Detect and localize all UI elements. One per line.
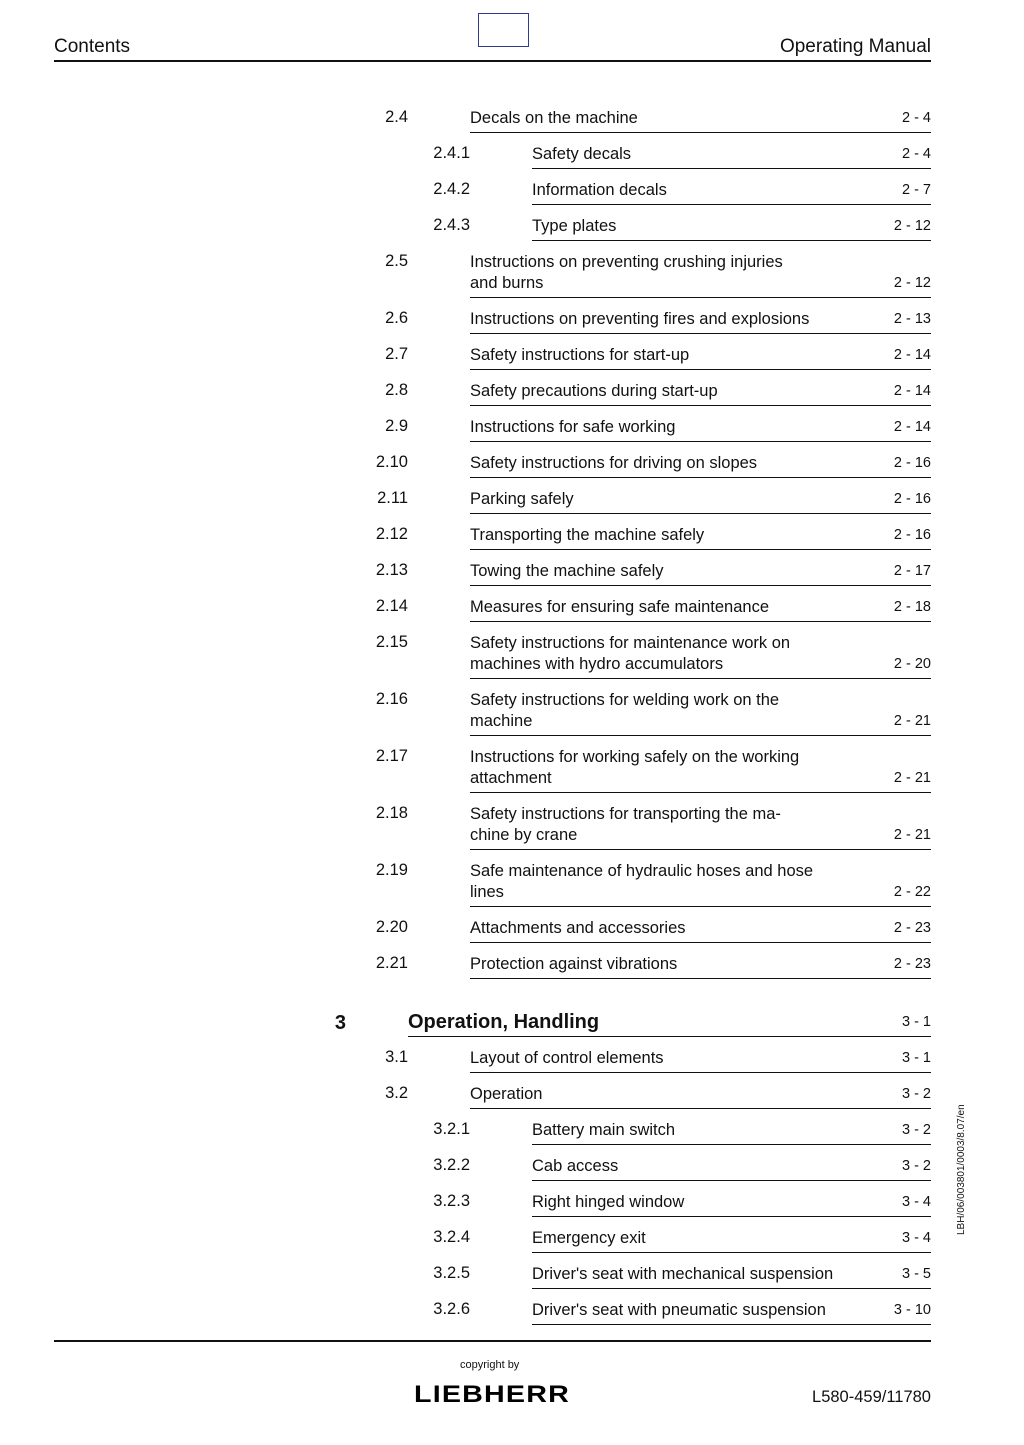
toc-subsection-entry[interactable] [0, 1192, 931, 1228]
toc-entry-page: 3 - 1 [901, 1050, 931, 1066]
toc-entry-underline [470, 942, 931, 943]
toc-section-entry[interactable] [0, 804, 931, 861]
toc-title-line: Protection against vibrations [470, 955, 678, 973]
toc-title-line: Right hinged window [532, 1193, 685, 1211]
toc-entry-page: 2 - 14 [893, 347, 931, 363]
toc-entry-number: 2.19 [375, 861, 408, 879]
toc-entry-number: 3.2.6 [433, 1300, 470, 1318]
toc-entry-title [470, 954, 677, 975]
toc-section-entry[interactable] [0, 489, 931, 525]
toc-entry-title [470, 1048, 664, 1069]
toc-entry-page: 2 - 7 [901, 182, 931, 198]
toc-entry-title [532, 216, 616, 237]
toc-entry-underline [470, 849, 931, 850]
toc-entry-number: 2.16 [375, 690, 408, 708]
toc-entry-underline [532, 1288, 931, 1289]
toc-entry-title [532, 144, 631, 165]
toc-section-entry[interactable] [0, 453, 931, 489]
toc-title-line: Driver's seat with mechanical suspension [532, 1265, 834, 1283]
toc-title-line: Cab access [532, 1157, 619, 1175]
toc-title-line: machines with hydro accumulators [470, 655, 724, 673]
toc-entry-number: 2.7 [385, 345, 408, 363]
toc-entry-title [470, 525, 704, 546]
toc-entry-title [532, 1192, 684, 1213]
toc-entry-underline [470, 405, 931, 406]
toc-section-entry[interactable] [0, 1048, 931, 1084]
toc-entry-title [470, 417, 675, 438]
toc-entry-page: 3 - 4 [901, 1230, 931, 1246]
toc-entry-underline [408, 1036, 931, 1037]
footer-rule [54, 1340, 931, 1342]
toc-entry-page: 3 - 5 [901, 1266, 931, 1282]
toc-entry-underline [470, 297, 931, 298]
toc-entry-underline [470, 441, 931, 442]
toc-title-line: Safe maintenance of hydraulic hoses and hose [470, 862, 814, 880]
toc-entry-page: 2 - 13 [893, 311, 931, 327]
toc-title-line: Safety decals [532, 145, 632, 163]
toc-title-line: Instructions on preventing fires and explosions [470, 310, 810, 328]
toc-entry-title [470, 918, 686, 939]
toc-entry-title [532, 1264, 833, 1285]
toc-subsection-entry[interactable] [0, 180, 931, 216]
toc-section-entry[interactable] [0, 561, 931, 597]
toc-entry-page: 3 - 2 [901, 1158, 931, 1174]
toc-title-line: attachment [470, 769, 552, 787]
toc-section-entry[interactable] [0, 525, 931, 561]
toc-entry-underline [470, 621, 931, 622]
toc-entry-number: 3.1 [385, 1048, 408, 1066]
toc-section-entry[interactable] [0, 381, 931, 417]
toc-entry-page: 2 - 16 [893, 527, 931, 543]
toc-section-entry[interactable] [0, 345, 931, 381]
toc-title-line: chine by crane [470, 826, 578, 844]
toc-title-line: Parking safely [470, 490, 574, 508]
toc-entry-page: 2 - 4 [901, 110, 931, 126]
toc-entry-underline [470, 369, 931, 370]
toc-entry-number: 2.12 [375, 525, 408, 543]
toc-entry-underline [470, 735, 931, 736]
toc-title-line: Transporting the machine safely [470, 526, 705, 544]
toc-entry-underline [532, 1252, 931, 1253]
toc-title-line: Operation, Handling [408, 1011, 600, 1033]
liebherr-logo [412, 1381, 572, 1405]
toc-entry-page: 2 - 16 [893, 455, 931, 471]
toc-entry-number: 2.20 [375, 918, 408, 936]
toc-entry-title [470, 690, 779, 732]
toc-entry-page: 2 - 12 [893, 275, 931, 291]
toc-entry-number: 2.4.2 [433, 180, 470, 198]
toc-title-line: Safety instructions for maintenance work on [470, 634, 791, 652]
toc-title-line: Information decals [532, 181, 667, 199]
toc-section-entry[interactable] [0, 690, 931, 747]
toc-entry-number: 2.5 [385, 252, 408, 270]
toc-entry-underline [470, 333, 931, 334]
toc-subsection-entry[interactable] [0, 1228, 931, 1264]
toc-entry-page: 2 - 16 [893, 491, 931, 507]
toc-entry-title [470, 489, 574, 510]
toc-title-line: Measures for ensuring safe maintenance [470, 598, 769, 616]
toc-entry-number: 2.21 [375, 954, 408, 972]
toc-entry-page: 2 - 21 [893, 770, 931, 786]
toc-entry-number: 2.13 [375, 561, 408, 579]
toc-entry-number: 3.2.2 [433, 1156, 470, 1174]
toc-entry-page: 2 - 20 [893, 656, 931, 672]
toc-entry-number: 2.6 [385, 309, 408, 327]
toc-entry-number: 2.10 [375, 453, 408, 471]
toc-section-entry[interactable] [0, 918, 931, 954]
toc-entry-number: 2.18 [375, 804, 408, 822]
toc-entry-number: 3.2.4 [433, 1228, 470, 1246]
toc-entry-underline [470, 477, 931, 478]
toc-title-line: Attachments and accessories [470, 919, 686, 937]
toc-entry-underline [470, 906, 931, 907]
toc-title-line: Type plates [532, 217, 617, 235]
toc-entry-page: 2 - 21 [893, 713, 931, 729]
toc-entry-underline [532, 240, 931, 241]
toc-entry-title [532, 180, 667, 201]
toc-entry-title [470, 345, 689, 366]
toc-subsection-entry[interactable] [0, 1300, 931, 1336]
toc-title-line: Battery main switch [532, 1121, 676, 1139]
toc-entry-title [470, 747, 799, 789]
toc-entry-title [470, 633, 790, 675]
toc-entry-title [532, 1156, 618, 1177]
toc-title-line: Layout of control elements [470, 1049, 664, 1067]
toc-entry-page: 3 - 1 [901, 1014, 931, 1030]
toc-entry-page: 3 - 4 [901, 1194, 931, 1210]
toc-entry-number: 2.9 [385, 417, 408, 435]
toc-entry-title [470, 453, 757, 474]
document-code-vertical: LBH/06/003801/0003/8.07/en [956, 1104, 967, 1235]
toc-title-line: machine [470, 712, 533, 730]
toc-entry-title [470, 252, 783, 294]
toc-entry-page: 2 - 21 [893, 827, 931, 843]
toc-entry-title [408, 1012, 599, 1033]
toc-entry-underline [532, 1144, 931, 1145]
toc-entry-number: 3 [334, 1012, 346, 1034]
toc-entry-underline [532, 204, 931, 205]
toc-section-entry[interactable] [0, 861, 931, 918]
toc-section-entry[interactable] [0, 417, 931, 453]
toc-section-entry[interactable] [0, 747, 931, 804]
toc-title-line: Instructions on preventing crushing injuries [470, 253, 783, 271]
toc-title-line: Safety instructions for transporting the ma- [470, 805, 781, 823]
toc-subsection-entry[interactable] [0, 1156, 931, 1192]
toc-section-entry[interactable] [0, 1084, 931, 1120]
toc-entry-page: 2 - 4 [901, 146, 931, 162]
toc-section-entry[interactable] [0, 309, 931, 345]
toc-section-entry[interactable] [0, 252, 931, 309]
toc-entry-number: 2.17 [375, 747, 408, 765]
toc-entry-title [470, 108, 638, 129]
toc-entry-underline [532, 1216, 931, 1217]
toc-entry-title [532, 1228, 646, 1249]
toc-title-line: Decals on the machine [470, 109, 638, 127]
toc-entry-underline [470, 1072, 931, 1073]
toc-title-line: Towing the machine safely [470, 562, 664, 580]
toc-entry-number: 3.2.1 [433, 1120, 470, 1138]
toc-entry-number: 2.4.3 [433, 216, 470, 234]
toc-entry-underline [470, 585, 931, 586]
document-number: L580-459/11780 [812, 1388, 931, 1406]
toc-entry-underline [470, 678, 931, 679]
toc-title-line: Safety instructions for welding work on the [470, 691, 780, 709]
toc-entry-underline [532, 168, 931, 169]
toc-entry-underline [470, 513, 931, 514]
toc-entry-page: 2 - 12 [893, 218, 931, 234]
toc-section-entry[interactable] [0, 954, 931, 990]
toc-title-line: Instructions for safe working [470, 418, 676, 436]
toc-title-line: Safety precautions during start-up [470, 382, 718, 400]
toc-entry-title [532, 1120, 675, 1141]
toc-entry-number: 2.11 [377, 489, 408, 507]
toc-entry-title [470, 1084, 542, 1105]
header-manual-title: Operating Manual [779, 36, 931, 57]
toc-title-line: and burns [470, 274, 544, 292]
toc-entry-number: 3.2 [385, 1084, 408, 1102]
toc-entry-underline [470, 1108, 931, 1109]
toc-title-line: Instructions for working safely on the working [470, 748, 800, 766]
header-rule [54, 60, 931, 62]
toc-entry-page: 2 - 23 [893, 956, 931, 972]
toc-entry-title [470, 861, 813, 903]
toc-title-line: lines [470, 883, 504, 901]
toc-subsection-entry[interactable] [0, 1264, 931, 1300]
toc-title-line: Safety instructions for driving on slopes [470, 454, 758, 472]
svg-text:LIEBHERR: LIEBHERR [414, 1381, 570, 1405]
copyright-label: copyright by [460, 1359, 520, 1371]
toc-entry-page: 3 - 10 [893, 1302, 931, 1318]
toc-entry-number: 2.8 [385, 381, 408, 399]
toc-entry-title [470, 597, 769, 618]
toc-entry-underline [532, 1324, 931, 1325]
toc-entry-title [470, 309, 809, 330]
toc-entry-title [470, 804, 781, 846]
toc-entry-number: 3.2.3 [433, 1192, 470, 1210]
toc-entry-number: 2.15 [375, 633, 408, 651]
toc-entry-underline [532, 1180, 931, 1181]
toc-entry-underline [470, 132, 931, 133]
toc-entry-title [532, 1300, 826, 1321]
toc-entry-number: 2.4 [385, 108, 408, 126]
header-frame-box [478, 13, 529, 47]
toc-entry-underline [470, 792, 931, 793]
toc-entry-title [470, 381, 718, 402]
toc-subsection-entry[interactable] [0, 1120, 931, 1156]
toc-entry-title [470, 561, 664, 582]
toc-entry-page: 3 - 2 [901, 1086, 931, 1102]
toc-entry-number: 2.14 [375, 597, 408, 615]
toc-section-entry[interactable] [0, 597, 931, 633]
toc-title-line: Operation [470, 1085, 543, 1103]
toc-entry-page: 2 - 23 [893, 920, 931, 936]
toc-entry-number: 2.4.1 [433, 144, 470, 162]
toc-section-entry[interactable] [0, 108, 931, 144]
toc-entry-underline [470, 549, 931, 550]
toc-section-entry[interactable] [0, 633, 931, 690]
toc-subsection-entry[interactable] [0, 216, 931, 252]
toc-entry-page: 2 - 14 [893, 419, 931, 435]
toc-entry-underline [470, 978, 931, 979]
header-section-title: Contents [54, 36, 131, 57]
toc-entry-page: 2 - 18 [893, 599, 931, 615]
toc-title-line: Emergency exit [532, 1229, 646, 1247]
toc-title-line: Driver's seat with pneumatic suspension [532, 1301, 826, 1319]
toc-entry-number: 3.2.5 [433, 1264, 470, 1282]
toc-chapter-entry[interactable] [0, 1012, 931, 1048]
toc-title-line: Safety instructions for start-up [470, 346, 690, 364]
toc-entry-page: 2 - 22 [893, 884, 931, 900]
toc-entry-page: 2 - 14 [893, 383, 931, 399]
toc-entry-page: 2 - 17 [893, 563, 931, 579]
toc-subsection-entry[interactable] [0, 144, 931, 180]
toc-entry-page: 3 - 2 [901, 1122, 931, 1138]
